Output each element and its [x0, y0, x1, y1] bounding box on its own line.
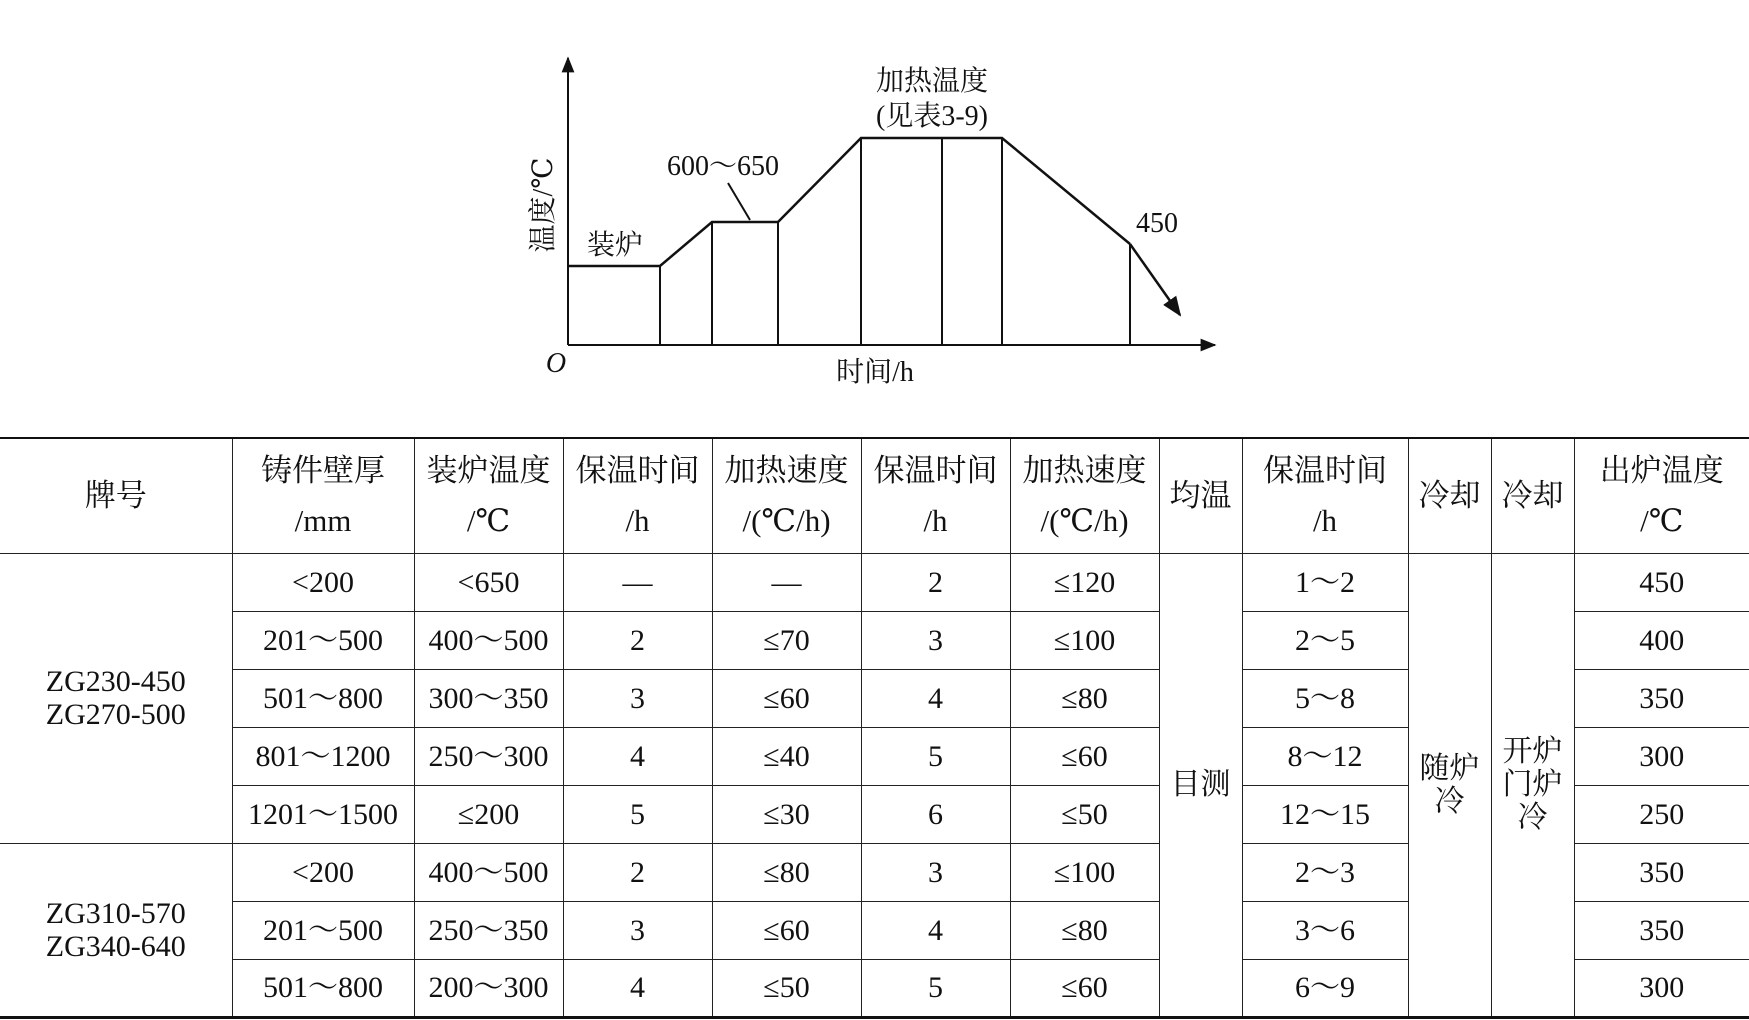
heating-rate-2-cell: ≤80 [1010, 901, 1159, 959]
heating-rate-2-cell: ≤100 [1010, 611, 1159, 669]
hold-time-1-cell: 3 [563, 669, 712, 727]
table-header-row [0, 438, 1749, 553]
x-axis-label: 时间/h [836, 357, 914, 388]
heating-rate-2-cell: ≤60 [1010, 959, 1159, 1017]
load-temp-cell: 300～350 [414, 669, 563, 727]
header-hold-time-1: 保温时间 /h [563, 438, 712, 553]
thickness-cell: 801～1200 [232, 727, 414, 785]
origin-label: O [545, 348, 567, 379]
exit-temp-cell: 350 [1574, 843, 1749, 901]
header-heating-rate-2: 加热速度 /(℃/h) [1010, 438, 1159, 553]
exit-temp-cell: 250 [1574, 785, 1749, 843]
grade-cell: ZG310-570 ZG340-640 [0, 843, 232, 1017]
header-heating-rate-1: 加热速度 /(℃/h) [712, 438, 861, 553]
load-temp-cell: <650 [414, 553, 563, 611]
hold-time-1-cell: 3 [563, 901, 712, 959]
header-load-temp: 装炉温度 /℃ [414, 438, 563, 553]
heat-treatment-parameter-table [0, 437, 1749, 1019]
hold-time-1-cell: 4 [563, 959, 712, 1017]
heating-rate-2-cell: ≤50 [1010, 785, 1159, 843]
heat-temp-label-line1: 加热温度 [875, 66, 989, 97]
header-cooling-2: 冷却 [1491, 438, 1574, 553]
load-label: 装炉 [586, 230, 644, 261]
hold-time-2-cell: 4 [861, 669, 1010, 727]
hold-time-1-cell: 5 [563, 785, 712, 843]
exit-temp-cell: 300 [1574, 959, 1749, 1017]
thickness-cell: 501～800 [232, 959, 414, 1017]
heat-temp-label-line2: (见表3-9) [876, 101, 988, 132]
hold-time-1-cell: 4 [563, 727, 712, 785]
hold-temp-label: 600～650 [666, 151, 780, 182]
hold-time-2-cell: 6 [861, 785, 1010, 843]
heating-rate-1-cell: ≤40 [712, 727, 861, 785]
thickness-cell: 201～500 [232, 901, 414, 959]
load-temp-cell: 400～500 [414, 843, 563, 901]
hold-time-3-cell: 12～15 [1242, 785, 1408, 843]
heat-treatment-process-diagram [0, 0, 1749, 420]
cooling-2-cell: 开炉 门炉 冷 [1491, 553, 1574, 1017]
header-grade: 牌号 [0, 438, 232, 553]
header-hold-time-2: 保温时间 /h [861, 438, 1010, 553]
header-uniform-temp: 均温 [1159, 438, 1242, 553]
hold-time-3-cell: 5～8 [1242, 669, 1408, 727]
hold-time-2-cell: 4 [861, 901, 1010, 959]
thickness-cell: 501～800 [232, 669, 414, 727]
uniform-temp-cell: 目测 [1159, 553, 1242, 1017]
heating-rate-1-cell: ≤80 [712, 843, 861, 901]
cooling-arrow [1130, 244, 1180, 315]
exit-temp-cell: 350 [1574, 901, 1749, 959]
heating-rate-1-cell: ≤60 [712, 669, 861, 727]
exit-temp-cell: 300 [1574, 727, 1749, 785]
cooling-1-cell: 随炉 冷 [1408, 553, 1491, 1017]
hold-time-2-cell: 3 [861, 843, 1010, 901]
load-temp-cell: 250～300 [414, 727, 563, 785]
load-temp-cell: 400～500 [414, 611, 563, 669]
header-exit-temp: 出炉温度 /℃ [1574, 438, 1749, 553]
hold-time-1-cell: 2 [563, 843, 712, 901]
thickness-cell: <200 [232, 843, 414, 901]
table-row [0, 553, 1749, 611]
hold-time-2-cell: 5 [861, 959, 1010, 1017]
heating-rate-1-cell: — [712, 553, 861, 611]
hold-time-1-cell: — [563, 553, 712, 611]
hold-time-1-cell: 2 [563, 611, 712, 669]
hold-time-3-cell: 3～6 [1242, 901, 1408, 959]
hold-time-3-cell: 2～3 [1242, 843, 1408, 901]
heating-rate-1-cell: ≤70 [712, 611, 861, 669]
header-hold-time-3: 保温时间 /h [1242, 438, 1408, 553]
exit-temp-label: 450 [1136, 208, 1178, 239]
exit-temp-cell: 350 [1574, 669, 1749, 727]
hold-time-3-cell: 8～12 [1242, 727, 1408, 785]
thickness-cell: 1201～1500 [232, 785, 414, 843]
process-curve [568, 138, 1130, 266]
hold-time-2-cell: 5 [861, 727, 1010, 785]
heating-rate-2-cell: ≤120 [1010, 553, 1159, 611]
load-temp-cell: ≤200 [414, 785, 563, 843]
grade-cell: ZG230-450 ZG270-500 [0, 553, 232, 843]
load-temp-cell: 200～300 [414, 959, 563, 1017]
heating-rate-1-cell: ≤60 [712, 901, 861, 959]
hold-time-2-cell: 2 [861, 553, 1010, 611]
heating-rate-2-cell: ≤60 [1010, 727, 1159, 785]
header-wall-thickness: 铸件壁厚 /mm [232, 438, 414, 553]
heating-rate-2-cell: ≤80 [1010, 669, 1159, 727]
load-temp-cell: 250～350 [414, 901, 563, 959]
hold-time-3-cell: 6～9 [1242, 959, 1408, 1017]
exit-temp-cell: 450 [1574, 553, 1749, 611]
hold-time-3-cell: 1～2 [1242, 553, 1408, 611]
thickness-cell: 201～500 [232, 611, 414, 669]
exit-temp-cell: 400 [1574, 611, 1749, 669]
hold-temp-leader [728, 183, 750, 220]
hold-time-2-cell: 3 [861, 611, 1010, 669]
heating-rate-2-cell: ≤100 [1010, 843, 1159, 901]
thickness-cell: <200 [232, 553, 414, 611]
hold-time-3-cell: 2～5 [1242, 611, 1408, 669]
header-cooling-1: 冷却 [1408, 438, 1491, 553]
heating-rate-1-cell: ≤50 [712, 959, 861, 1017]
y-axis-label: 温度/℃ [528, 157, 559, 253]
heating-rate-1-cell: ≤30 [712, 785, 861, 843]
